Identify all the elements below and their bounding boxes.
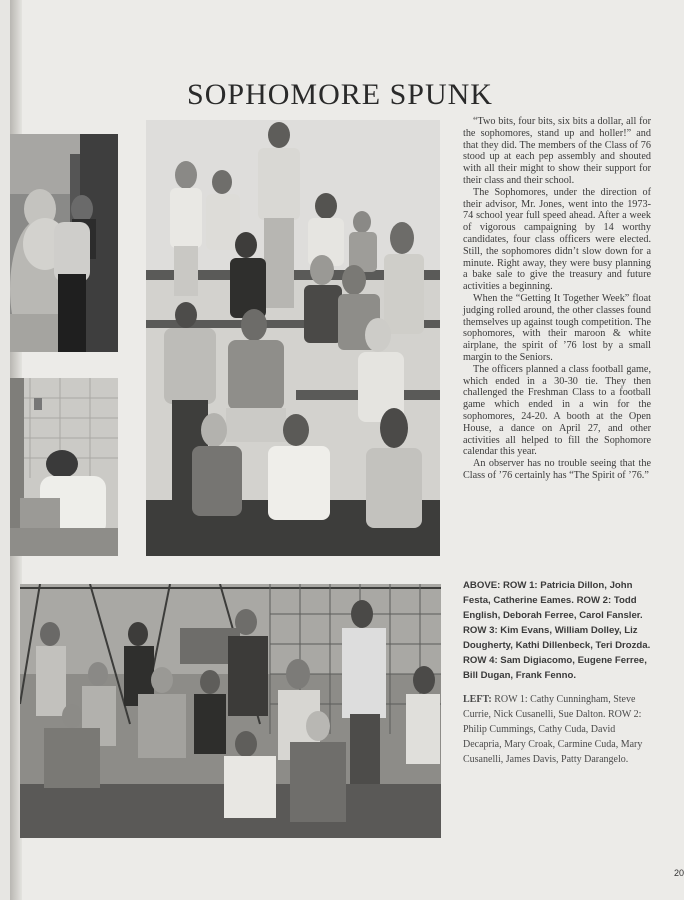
story-paragraph: The Sophomores, under the direction of their advisor, Mr. Jones, went into the 1973-74 school year full speed ahead. After a week of vigorous campaigning by 14 worthy candidates, four class officers were elected. Still, the sophomores didn’t slow down for a minute. Right away, they were busy planning a bake sale to give the treasury and future activities a beginning. — [463, 186, 651, 293]
caption-left — [463, 692, 651, 767]
caption-left-text: ROW 1: Cathy Cunningham, Steve Currie, Nick Cusanelli, Sue Dalton. ROW 2: Philip Cummings, Cathy Cuda, David Decapria, Mary Croak, Carmine Cuda, Mary Cusanelli, James Davis, Patty Darangelo. — [463, 694, 643, 765]
photo-sophomore-group — [146, 120, 440, 556]
story-paragraph: When the “Getting It Together Week” float judging rolled around, the other classes found themselves up against tough competition. The sophomores, with their maroon & white airplane, the spirit of ’76 lost by a small margin to the Seniors. — [463, 292, 651, 363]
photo-playground-group — [20, 584, 441, 838]
caption-above — [463, 578, 651, 683]
story-paragraph: The officers planned a class football game, which ended in a 30-30 tie. They then challenged the Freshman Class to a football game which ended in a win for the sophomores, 24-20. A booth at the Open House, a dance on April 27, and other activities all helped to fill the Sophomore calendar this year. — [463, 363, 651, 458]
caption-above-text: ROW 1: Patricia Dillon, John Festa, Catherine Eames. ROW 2: Todd English, Deborah Ferree, Carol Fansler. ROW 3: Kim Evans, William Dolley, Liz Dougherty, Kathi Dillenbeck, Teri Drozda. ROW 4: Sam Digiacomo, Eugene Ferree, Bill Dugan, Frank Fenno. — [463, 580, 651, 681]
yearbook-page — [10, 0, 684, 900]
photo-statue-student — [10, 134, 118, 352]
story-paragraph: An observer has no trouble seeing that the Class of ’76 certainly has “The Spirit of ’76.” — [463, 458, 651, 481]
photo-classroom — [10, 378, 118, 556]
story-paragraph: “Two bits, four bits, six bits a dollar, all for the sophomores, stand up and holler!” and that they did. The members of the Class of 76 stood up at each pep assembly and shouted with all their might to show their support for their class and their school. — [463, 116, 651, 186]
page-title: SOPHOMORE SPUNK — [187, 78, 493, 112]
page-number: 20 — [673, 868, 684, 878]
caption-left-label: LEFT: — [463, 694, 492, 705]
story-text — [463, 116, 651, 482]
caption-above-label: ABOVE: — [463, 580, 501, 591]
